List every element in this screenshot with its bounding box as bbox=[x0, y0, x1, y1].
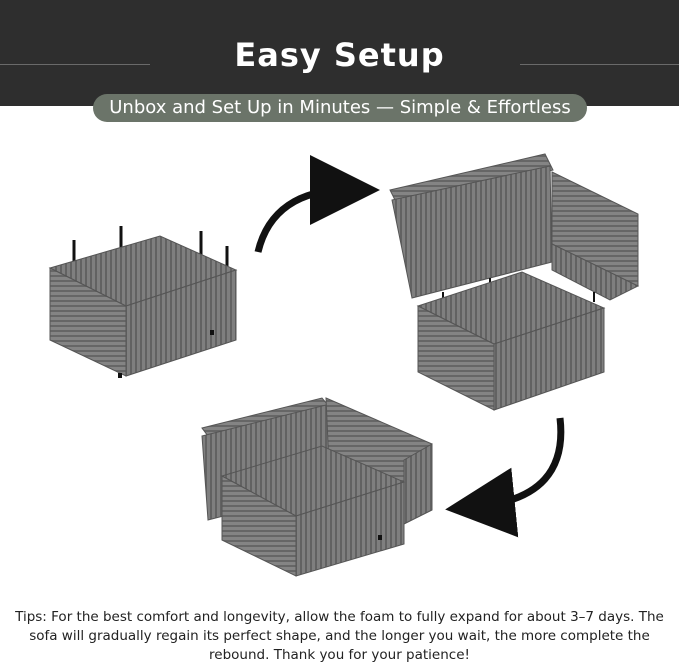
backrest-armrest-and-seat-icon bbox=[390, 154, 638, 410]
tips-text: Tips: For the best comfort and longevity, allow the foam to fully expand for about 3–7 days. The sofa will gradually regain its perfect shape, and the longer you wait, the more complete the rebound. Thank you for your patience! bbox=[15, 609, 664, 663]
curved-arrow-right-icon bbox=[258, 190, 345, 252]
page-title: Easy Setup bbox=[234, 36, 445, 74]
curved-arrow-left-icon bbox=[480, 418, 561, 506]
setup-illustration bbox=[0, 130, 679, 600]
ottoman-with-legs-icon bbox=[50, 226, 236, 378]
subtitle-pill: Unbox and Set Up in Minutes — Simple & Effortless bbox=[93, 94, 587, 122]
assembled-armchair-icon bbox=[202, 398, 432, 576]
header-band bbox=[0, 0, 679, 106]
